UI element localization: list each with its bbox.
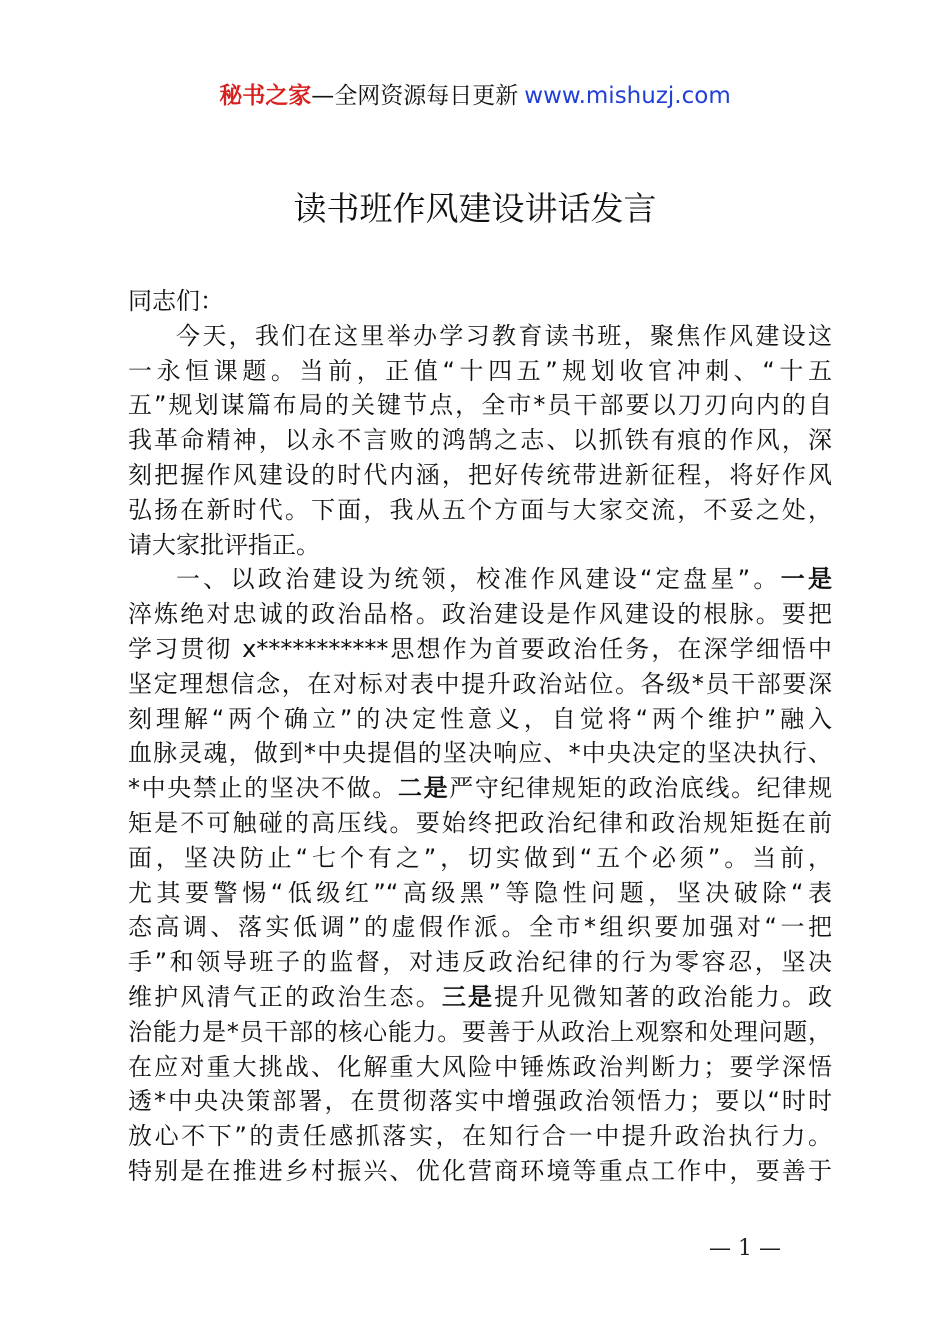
site-brand: 秘书之家 bbox=[219, 83, 312, 109]
body-line: 坚定理想信念，在对标对表中提升政治站位。各级*员干部要深 bbox=[128, 669, 832, 698]
salutation: 同志们： bbox=[128, 287, 224, 315]
body-line: 学习贯彻 x***********思想作为首要政治任务，在深学细悟中 bbox=[128, 634, 832, 663]
body-line: 请大家批评指正。 bbox=[128, 530, 320, 559]
section-heading-line bbox=[128, 562, 832, 597]
body-line: 透*中央决策部署，在贯彻落实中增强政治领悟力；要以“时时 bbox=[128, 1087, 832, 1116]
body-line: 淬炼绝对忠诚的政治品格。政治建设是作风建设的根脉。要把 bbox=[128, 600, 832, 629]
body-line: 弘扬在新时代。下面，我从五个方面与大家交流，不妥之处， bbox=[128, 495, 832, 524]
body-line: 放心不下”的责任感抓落实，在知行合一中提升政治执行力。 bbox=[128, 1122, 832, 1151]
body-line: 态高调、落实低调”的虚假作派。全市*组织要加强对“一把 bbox=[128, 913, 832, 942]
body-line: 尤其要警惕“低级红”“高级黑”等隐性问题，坚决破除“表 bbox=[128, 878, 832, 907]
body-line: 面，坚决防止“七个有之”，切实做到“五个必须”。当前， bbox=[128, 843, 832, 872]
point-marker: 三是 bbox=[441, 982, 495, 1011]
body-line: 今天，我们在这里举办学习教育读书班，聚焦作风建设这 bbox=[176, 321, 832, 350]
body-segment: 维护风清气正的政治生态。 bbox=[128, 982, 442, 1011]
body-segment: *中央禁止的坚决不做。 bbox=[128, 774, 398, 803]
body-line: 血脉灵魂，做到*中央提倡的坚决响应、*中央决定的坚决执行、 bbox=[128, 739, 832, 768]
point-marker: 一是 bbox=[780, 565, 832, 594]
body-line: 刻理解“两个确立”的决定性意义，自觉将“两个维护”融入 bbox=[128, 704, 832, 733]
body-line: 我革命精神，以永不言败的鸿鹄之志、以抓铁有痕的作风，深 bbox=[128, 426, 832, 455]
body-line: 刻把握作风建设的时代内涵，把好传统带进新征程，将好作风 bbox=[128, 460, 832, 489]
body-segment: 提升见微知著的政治能力。政 bbox=[494, 982, 832, 1011]
section-heading: 一、以政治建设为统领，校准作风建设“定盘星”。 bbox=[176, 565, 781, 594]
body-line: 一永恒课题。当前，正值“十四五”规划收官冲刺、“十五 bbox=[128, 356, 832, 385]
body-line: 手”和领导班子的监督，对违反政治纪律的行为零容忍，坚决 bbox=[128, 948, 832, 977]
body-line: 矩是不可触碰的高压线。要始终把政治纪律和政治规矩挺在前 bbox=[128, 808, 832, 837]
site-tagline: —全网资源每日更新 bbox=[311, 83, 519, 109]
point-marker: 二是 bbox=[397, 774, 450, 803]
site-url[interactable]: www.mishuzj.com bbox=[524, 83, 731, 109]
body-line: 在应对重大挑战、化解重大风险中锤炼政治判断力；要学深悟 bbox=[128, 1052, 832, 1081]
body-line: 五”规划谋篇布局的关键节点，全市*员干部要以刀刃向内的自 bbox=[128, 391, 832, 420]
body-line-mixed bbox=[128, 771, 832, 806]
body-line-mixed bbox=[128, 980, 832, 1015]
site-header bbox=[0, 80, 950, 112]
document-title: 读书班作风建设讲话发言 bbox=[293, 189, 657, 228]
body-segment: 严守纪律规矩的政治底线。纪律规 bbox=[449, 774, 832, 803]
body-line: 治能力是*员干部的核心能力。要善于从政治上观察和处理问题， bbox=[128, 1017, 832, 1046]
document-body bbox=[128, 284, 832, 1189]
page-number: — 1 — bbox=[709, 1236, 781, 1261]
body-line: 特别是在推进乡村振兴、优化营商环境等重点工作中，要善于 bbox=[128, 1156, 832, 1185]
